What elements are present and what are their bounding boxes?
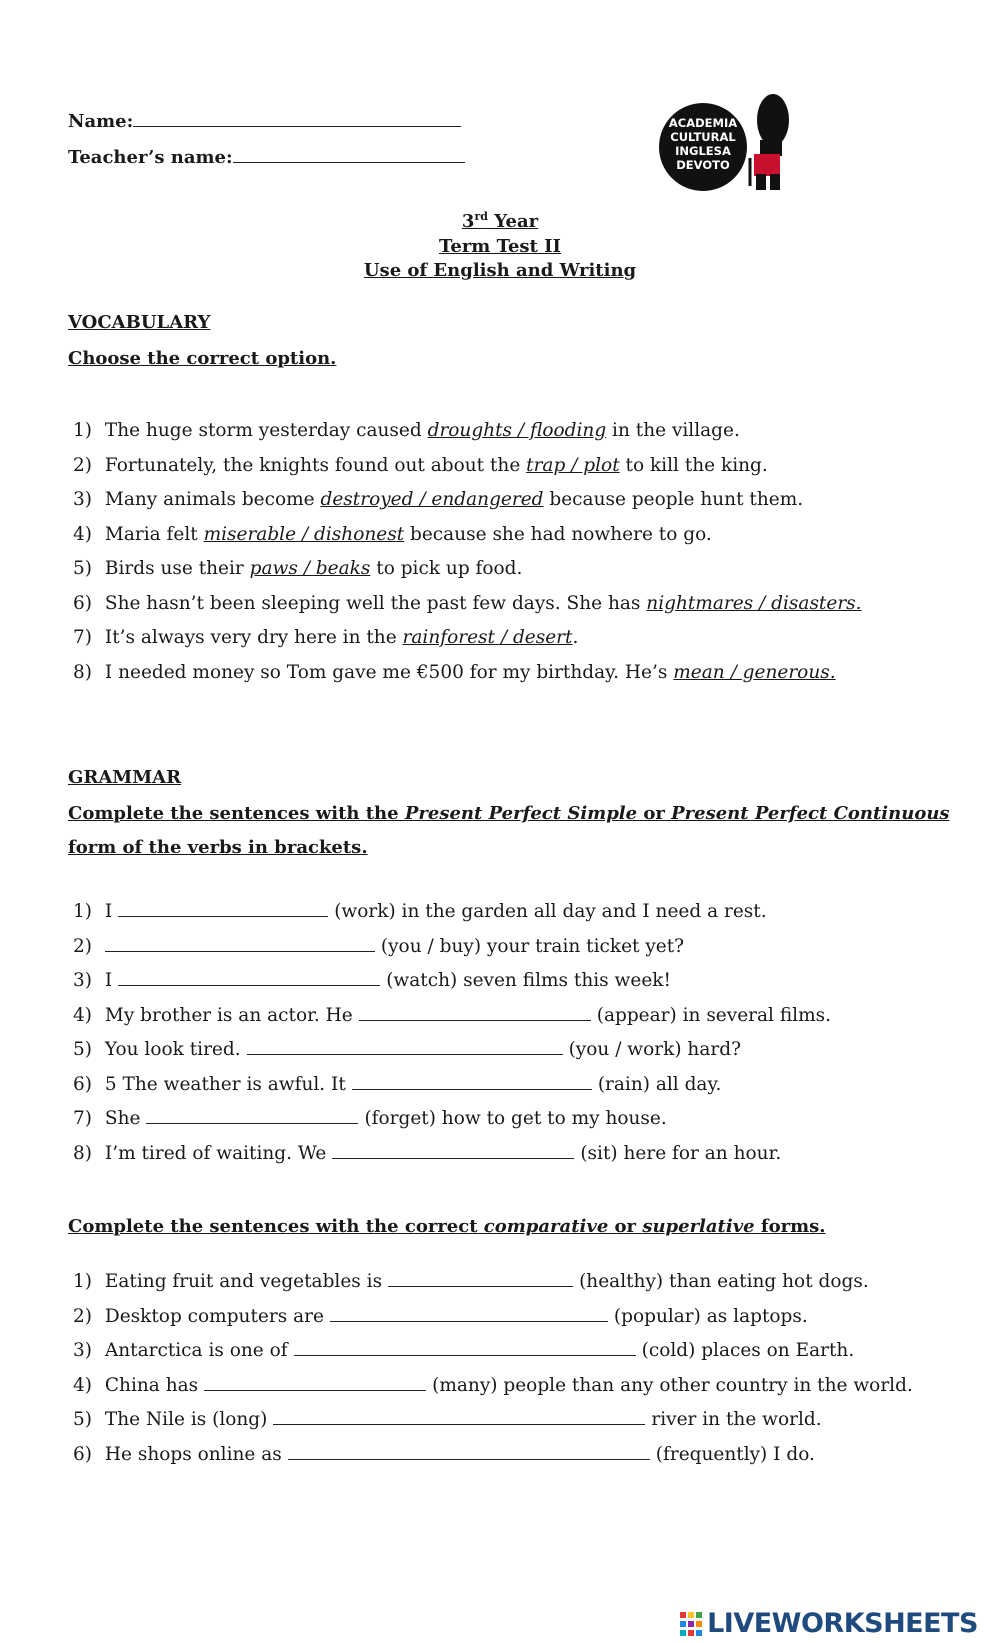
option-choice[interactable]: paws / beaks xyxy=(249,558,371,579)
option-choice[interactable]: destroyed / endangered xyxy=(320,489,544,510)
answer-blank[interactable] xyxy=(146,1107,358,1124)
answer-blank[interactable] xyxy=(247,1038,563,1055)
answer-blank[interactable] xyxy=(105,935,375,952)
list-item: 5) The Nile is (long) river in the world. xyxy=(73,1409,822,1430)
comparatives-instruction: Complete the sentences with the correct comparative or superlative forms. xyxy=(68,1216,826,1237)
school-logo xyxy=(658,88,798,198)
grammar-instruction: Complete the sentences with the Present Perfect Simple or Present Perfect Continuous form of the verbs in brackets. xyxy=(68,803,950,858)
list-item: 7) It’s always very dry here in the rainforest / desert. xyxy=(73,627,579,648)
answer-blank[interactable] xyxy=(294,1339,636,1356)
comparatives-list xyxy=(73,1265,980,1472)
list-item: 3) Many animals become destroyed / endangered because people hunt them. xyxy=(73,489,804,510)
list-item: 1) Eating fruit and vegetables is (healthy) than eating hot dogs. xyxy=(73,1271,869,1292)
list-item: 5) Birds use their paws / beaks to pick up food. xyxy=(73,558,523,579)
list-item: 3) I (watch) seven films this week! xyxy=(73,970,671,991)
title-block xyxy=(0,205,1000,284)
option-choice[interactable]: nightmares / disasters. xyxy=(646,592,862,614)
answer-blank[interactable] xyxy=(359,1004,591,1021)
answer-blank[interactable] xyxy=(118,900,328,917)
vocabulary-heading: VOCABULARY xyxy=(68,312,211,333)
vocabulary-list xyxy=(73,414,980,690)
name-line[interactable] xyxy=(133,112,461,127)
list-item: 1) The huge storm yesterday caused droughts / flooding in the village. xyxy=(73,420,740,441)
subject-title: Use of English and Writing xyxy=(363,260,637,281)
brand-name: LIVEWORKSHEETS xyxy=(707,1608,978,1639)
answer-blank[interactable] xyxy=(288,1443,650,1460)
answer-blank[interactable] xyxy=(118,969,380,986)
year-title: 3rd Year xyxy=(461,210,539,232)
list-item: 6) He shops online as (frequently) I do. xyxy=(73,1443,815,1465)
brand-blocks-icon xyxy=(680,1612,702,1636)
list-item: 2) Fortunately, the knights found out about the trap / plot to kill the king. xyxy=(73,454,768,476)
grammar-list xyxy=(73,895,980,1171)
grammar-heading: GRAMMAR xyxy=(68,767,182,788)
list-item: 8) I’m tired of waiting. We (sit) here for an hour. xyxy=(73,1142,782,1164)
list-item: 5) You look tired. (you / work) hard? xyxy=(73,1039,741,1060)
list-item: 1) I (work) in the garden all day and I need a rest. xyxy=(73,901,767,922)
answer-blank[interactable] xyxy=(330,1305,608,1322)
teacher-line[interactable] xyxy=(233,148,465,163)
vocabulary-instruction: Choose the correct option. xyxy=(68,348,337,369)
list-item: 4) My brother is an actor. He (appear) in several films. xyxy=(73,1004,831,1026)
list-item: 7) She (forget) how to get to my house. xyxy=(73,1108,667,1129)
option-choice[interactable]: droughts / flooding xyxy=(427,420,607,441)
option-choice[interactable]: trap / plot xyxy=(526,454,620,476)
logo-line-2: CULTURAL xyxy=(670,130,736,144)
answer-blank[interactable] xyxy=(332,1142,574,1159)
list-item: 2) (you / buy) your train ticket yet? xyxy=(73,935,685,957)
name-label: Name xyxy=(68,111,127,132)
answer-blank[interactable] xyxy=(388,1270,573,1287)
answer-blank[interactable] xyxy=(204,1374,426,1391)
option-choice[interactable]: mean / generous. xyxy=(673,661,836,683)
list-item: 6) She hasn’t been sleeping well the past few days. She has nightmares / disasters. xyxy=(73,592,862,614)
test-title: Term Test II xyxy=(439,235,561,257)
list-item: 2) Desktop computers are (popular) as laptops. xyxy=(73,1305,808,1327)
answer-blank[interactable] xyxy=(352,1073,592,1090)
list-item: 8) I needed money so Tom gave me €500 for my birthday. He’s mean / generous. xyxy=(73,661,836,683)
list-item: 6) 5 The weather is awful. It (rain) all day. xyxy=(73,1073,722,1095)
teacher-label: Teacher’s name xyxy=(68,147,227,168)
logo-line-1: ACADEMIA xyxy=(668,116,738,130)
answer-blank[interactable] xyxy=(273,1408,645,1425)
logo-line-4: DEVOTO xyxy=(676,158,730,172)
option-choice[interactable]: miserable / dishonest xyxy=(203,523,405,545)
logo-line-3: INGLESA xyxy=(675,144,731,158)
list-item: 4) Maria felt miserable / dishonest because she had nowhere to go. xyxy=(73,523,712,545)
name-field[interactable]: Name: xyxy=(68,111,461,132)
teacher-name-field[interactable]: Teacher’s name: xyxy=(68,147,465,168)
list-item: 3) Antarctica is one of (cold) places on Earth. xyxy=(73,1340,855,1361)
liveworksheets-logo xyxy=(680,1608,978,1638)
list-item: 4) China has (many) people than any other country in the world. xyxy=(73,1374,913,1396)
option-choice[interactable]: rainforest / desert xyxy=(402,627,573,648)
